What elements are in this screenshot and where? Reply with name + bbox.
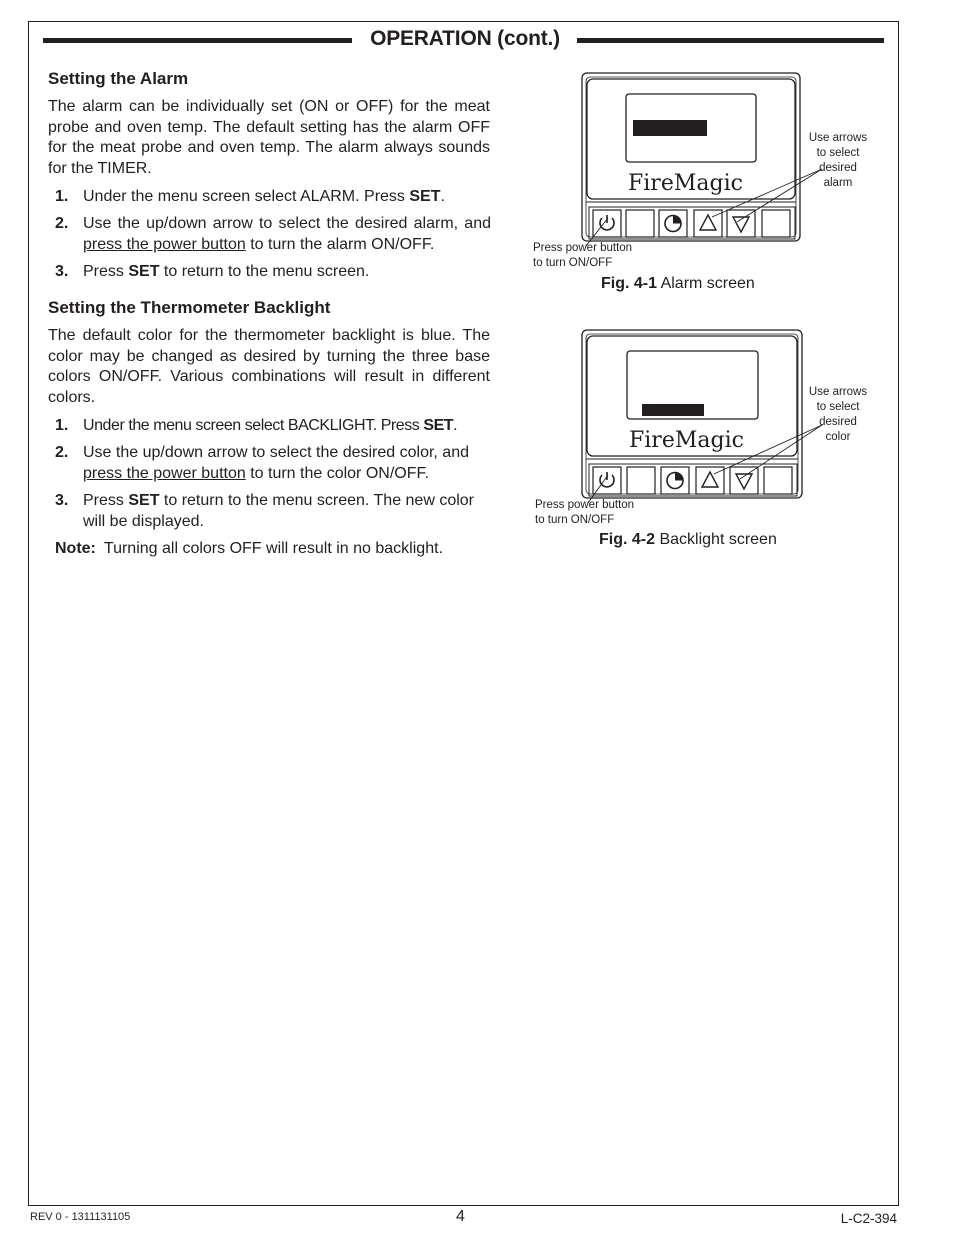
step-text-end: . — [453, 417, 458, 434]
step-text-end: to turn the color ON/OFF. — [245, 464, 429, 482]
thermometer-unit — [582, 73, 800, 241]
figure-caption — [601, 275, 755, 293]
callout-line: color — [825, 431, 851, 443]
note-text: Turning all colors OFF will result in no backlight. — [103, 540, 443, 557]
step-text: Under the menu screen select ALARM. Press — [83, 188, 410, 205]
callout-line: to select — [816, 401, 860, 413]
revision-label: REV 0 - 1311131105 — [30, 1211, 131, 1223]
page-title: OPERATION (cont.) — [370, 27, 560, 50]
step-number: 1. — [55, 188, 69, 205]
backlight-step-2 — [55, 443, 491, 484]
backlight-step-3 — [55, 491, 491, 532]
note — [55, 540, 443, 558]
step-text: Use the up/down arrow to select the desired alarm, and — [83, 215, 491, 232]
brand-logo: FireMagic — [629, 428, 744, 453]
step-text: Press — [83, 263, 129, 280]
alarm-intro: The alarm can be individually set (ON or OFF) for the meat probe and oven temp. The default setting has the alarm OFF for the meat probe and oven temp. The alarm always sounds for the TIMER. — [48, 98, 490, 177]
power-button-emphasis: press the power button — [83, 235, 246, 253]
set-keyword: SET — [409, 188, 441, 205]
page-number: 4 — [456, 1208, 465, 1225]
callout-line: Press power button — [535, 499, 635, 511]
caption-text: Backlight screen — [655, 531, 777, 548]
step-text: Use the up/down arrow to select the desired color, and — [83, 444, 469, 461]
callout-line: Use arrows — [808, 132, 868, 144]
figure-caption — [599, 531, 777, 549]
callout-line: desired — [819, 162, 857, 174]
step-number: 1. — [55, 417, 69, 434]
callout-line: Use arrows — [808, 386, 868, 398]
alarm-heading: Setting the Alarm — [48, 69, 189, 88]
set-keyword: SET — [128, 263, 160, 280]
alarm-step-1 — [55, 187, 491, 208]
power-button-emphasis: press the power button — [83, 464, 246, 482]
timer-button — [661, 467, 689, 494]
set-keyword: SET — [128, 492, 160, 509]
callout-line: to turn ON/OFF — [535, 514, 615, 526]
callout-line: to turn ON/OFF — [533, 257, 613, 269]
step-number: 2. — [55, 215, 69, 232]
backlight-step-1 — [55, 416, 491, 437]
power-callout — [535, 498, 634, 528]
highlight-bar — [633, 120, 707, 136]
brand-logo: FireMagic — [628, 171, 743, 196]
power-callout — [533, 241, 632, 271]
step-text: Press — [83, 492, 129, 509]
callout-line: to select — [816, 147, 860, 159]
set-keyword: SET — [423, 417, 454, 434]
power-button — [593, 210, 621, 237]
callout-line: Press power button — [533, 242, 633, 254]
title-rule-left — [43, 38, 352, 43]
step-text-end: to turn the alarm ON/OFF. — [245, 235, 435, 253]
alarm-step-2 — [55, 214, 491, 255]
caption-number: Fig. 4-1 — [601, 275, 658, 292]
note-label: Note: — [55, 540, 96, 557]
timer-button — [659, 210, 687, 237]
backlight-heading: Setting the Thermometer Backlight — [48, 298, 331, 317]
document-code: L-C2-394 — [840, 1211, 897, 1226]
arrows-callout — [800, 131, 876, 191]
down-button — [727, 210, 755, 237]
alarm-step-3 — [55, 262, 491, 283]
step-text: Under the menu screen select BACKLIGHT. Press — [83, 417, 424, 434]
blank-button — [764, 467, 792, 494]
step-number: 2. — [55, 444, 69, 461]
blank-button — [762, 210, 790, 237]
thermometer-unit — [582, 330, 802, 498]
timer-icon — [665, 216, 681, 232]
callout-line: alarm — [823, 177, 853, 189]
timer-icon — [667, 473, 683, 489]
step-number: 3. — [55, 492, 69, 509]
step-number: 3. — [55, 263, 69, 280]
step-text-end: to return to the menu screen. The new color will be displayed. — [83, 492, 475, 530]
step-text-end: to return to the menu screen. — [159, 263, 370, 280]
blank-button — [627, 467, 655, 494]
down-button — [730, 467, 758, 494]
arrows-callout — [800, 385, 876, 445]
callout-line: desired — [819, 416, 857, 428]
step-text-end: . — [440, 188, 445, 205]
backlight-intro: The default color for the thermometer backlight is blue. The color may be changed as desired by turning the three base colors ON/OFF. Various combinations will result in different colors. — [48, 327, 490, 406]
caption-number: Fig. 4-2 — [599, 531, 656, 548]
highlight-bar — [642, 404, 704, 416]
title-rule-right — [577, 38, 884, 43]
blank-button — [626, 210, 654, 237]
caption-text: Alarm screen — [657, 275, 755, 292]
